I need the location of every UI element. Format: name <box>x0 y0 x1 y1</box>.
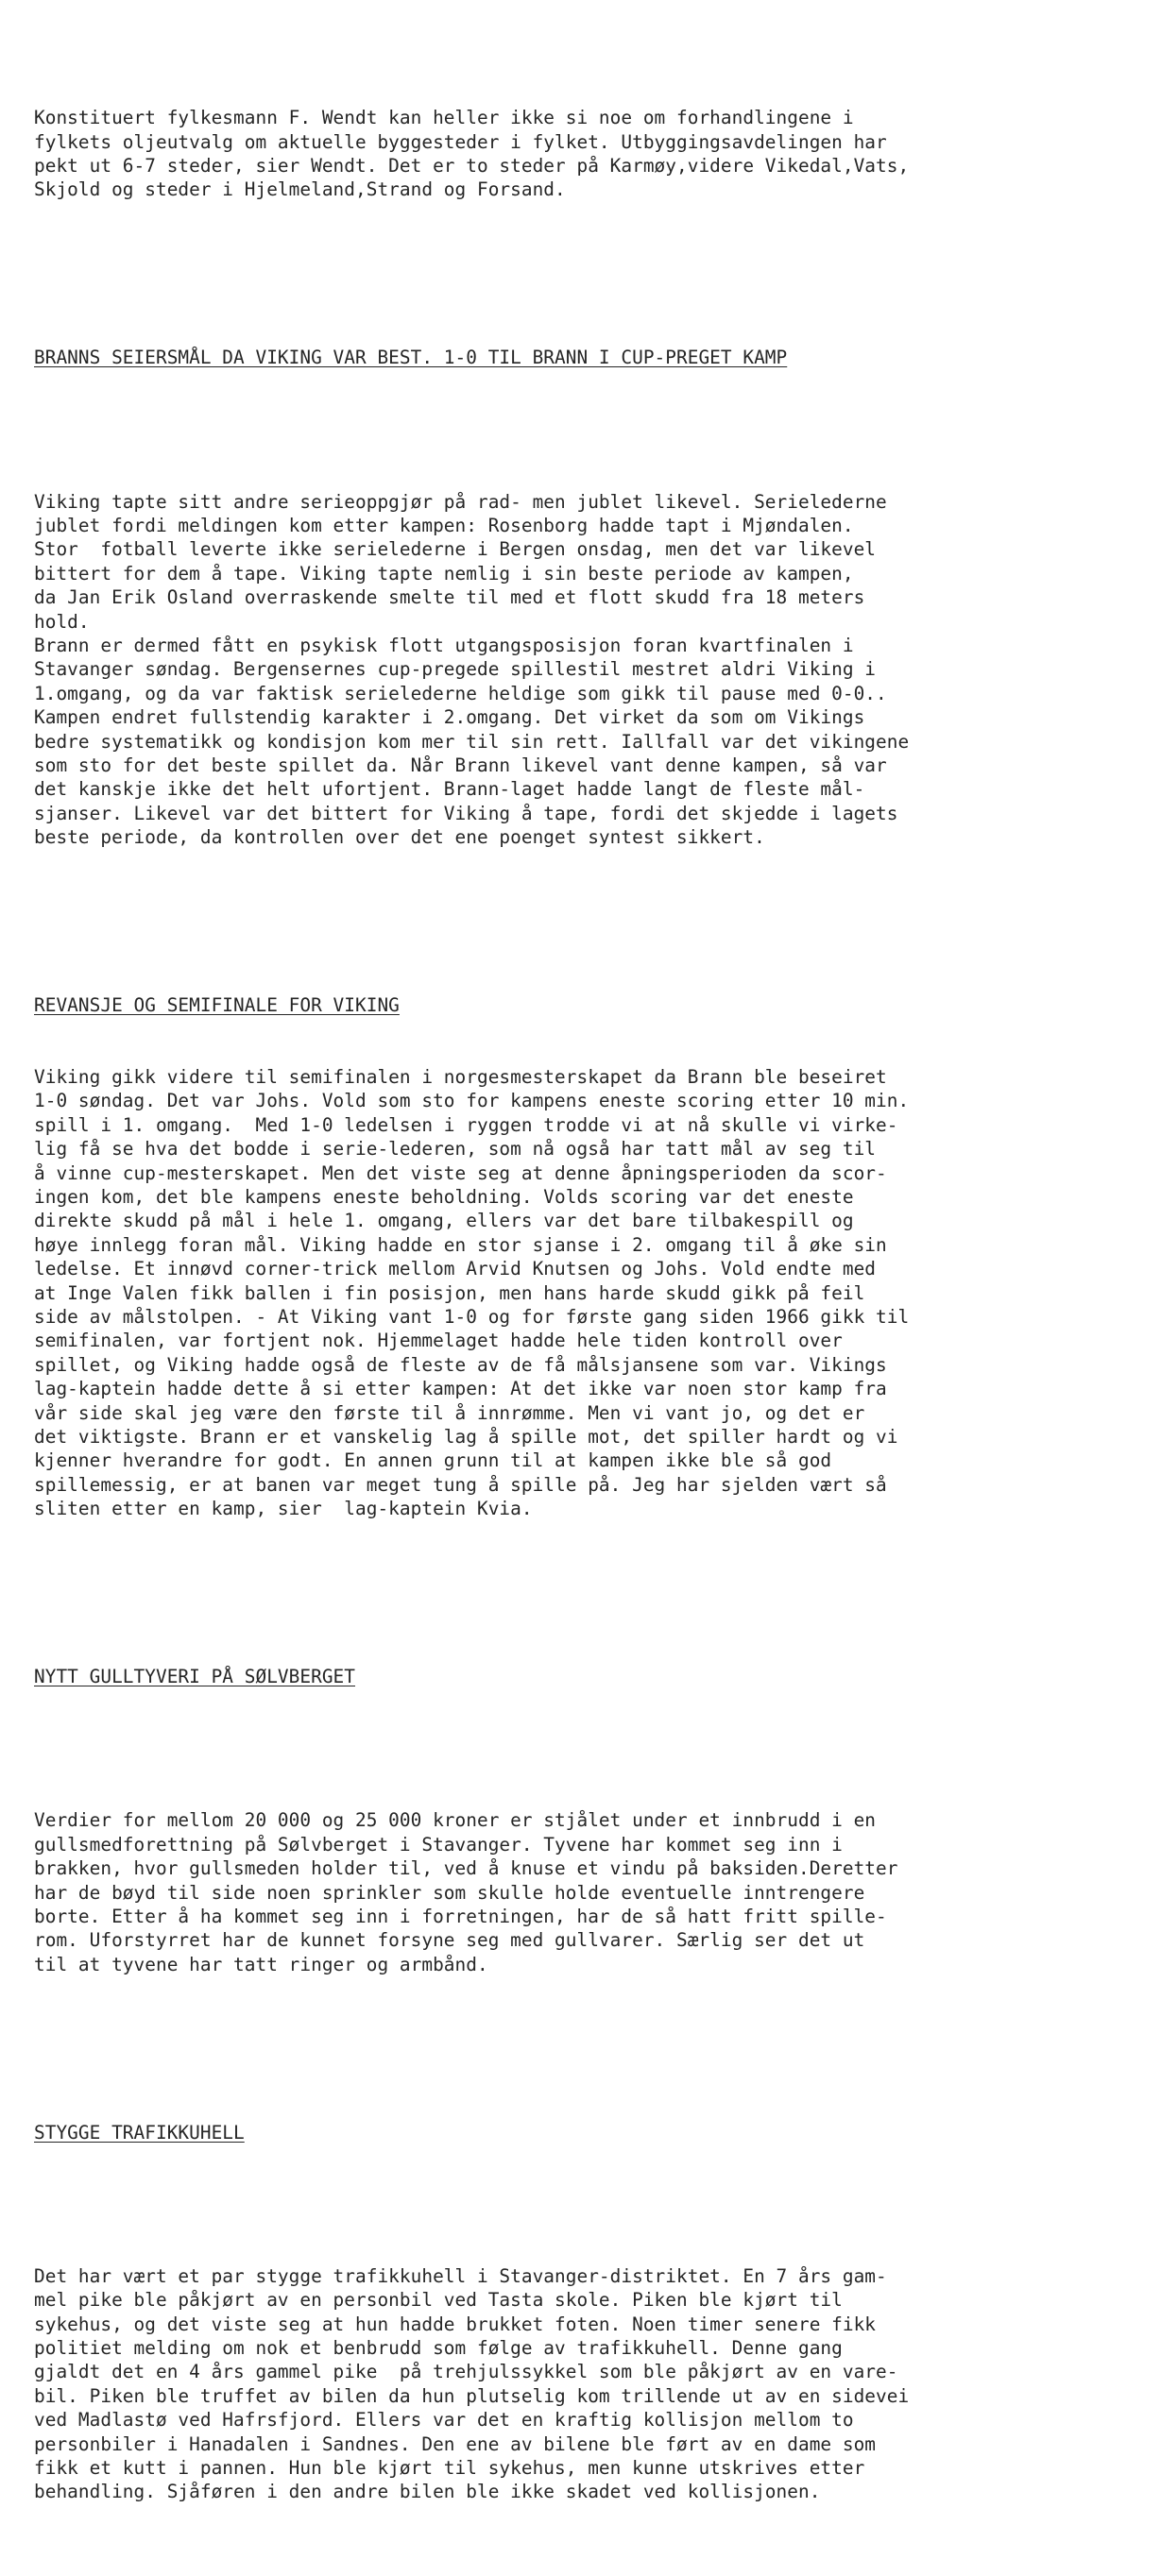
text-line: ingen kom, det ble kampens eneste beholdning. Volds scoring var det eneste <box>34 1186 854 1209</box>
text-line: Viking tapte sitt andre serieoppgjør på rad- men jublet likevel. Serielederne <box>34 490 887 513</box>
text-line: Brann er dermed fått en psykisk flott utgangsposisjon foran kvartfinalen i <box>34 634 854 656</box>
text-line: Stavanger søndag. Bergensernes cup-pregede spillestil mestret aldri Viking i <box>34 658 877 681</box>
text-line: ved Madlastø ved Hafrsfjord. Ellers var det en kraftig kollisjon mellom to <box>34 2409 854 2432</box>
spacer <box>34 1737 1158 1760</box>
text-line: Verdier for mellom 20 000 og 25 000 kroner er stjålet under et innbrudd i en <box>34 1809 877 1832</box>
text-line: 1-0 søndag. Det var Johs. Vold som sto for kampens eneste scoring etter 10 min. <box>34 1090 910 1112</box>
text-line: ledelse. Et innøvd corner-trick mellom Arvid Knutsen og Johs. Vold endte med <box>34 1258 877 1280</box>
text-line: sjanser. Likevel var det bittert for Viking å tape, fordi det skjedde i lagets <box>34 802 898 824</box>
text-line: side av målstolpen. - At Viking vant 1-0 og for første gang siden 1966 gikk til <box>34 1306 910 1328</box>
article-gulltyveri-body <box>34 1808 1158 1976</box>
text-line: gullsmedforettning på Sølvberget i Stavanger. Tyvene har kommet seg inn i <box>34 1833 843 1856</box>
article-revansje-body <box>34 1065 1158 1520</box>
article-intro <box>34 106 1158 202</box>
text-line: sliten etter en kamp, sier lag-kaptein Kvia. <box>34 1498 533 1520</box>
text-line: spillemessig, er at banen var meget tung å spille på. Jeg har sjelden vært så <box>34 1473 887 1496</box>
text-line: gjaldt det en 4 års gammel pike på trehjulssykkel som ble påkjørt av en vare- <box>34 2361 898 2383</box>
text-line: direkte skudd på mål i hele 1. omgang, ellers var det bare tilbakespill og <box>34 1210 854 1232</box>
text-line: til at tyvene har tatt ringer og armbånd. <box>34 1953 488 1975</box>
text-line: det viktigste. Brann er et vanskelig lag å spille mot, det spiller hardt og vi <box>34 1425 898 1448</box>
spacer <box>34 2193 1158 2216</box>
text-line: har de bøyd til side noen sprinkler som skulle holde eventuelle inntrengere <box>34 1881 865 1904</box>
article-trafikk-body <box>34 2264 1158 2504</box>
text-line: spill i 1. omgang. Med 1-0 ledelsen i ryggen trodde vi at nå skulle vi virke- <box>34 1113 898 1136</box>
text-line: at Inge Valen fikk ballen i fin posisjon, men hans harde skudd gikk på feil <box>34 1281 865 1304</box>
text-line: bil. Piken ble truffet av bilen da hun plutselig kom trillende ut av en sidevei <box>34 2384 910 2407</box>
text-line: mel pike ble påkjørt av en personbil ved Tasta skole. Piken ble kjørt til <box>34 2289 843 2312</box>
text-line: lig få se hva det bodde i serie-lederen, som nå også har tatt mål av seg til <box>34 1138 877 1161</box>
text-line: som sto for det beste spillet da. Når Brann likevel vant denne kampen, så var <box>34 754 887 776</box>
text-line: det kanskje ikke det helt ufortjent. Brann-laget hadde langt de fleste mål- <box>34 778 865 801</box>
headline-gulltyveri: NYTT GULLTYVERI PÅ SØLVBERGET <box>34 1665 355 1687</box>
text-line: bittert for dem å tape. Viking tapte nemlig i sin beste periode av kampen, <box>34 562 854 585</box>
text-line: brakken, hvor gullsmeden holder til, ved å knuse et vindu på baksiden.Deretter <box>34 1857 898 1880</box>
text-line: hold. <box>34 610 90 633</box>
text-line: bedre systematikk og kondisjon kom mer til sin rett. Iallfall var det vikingene <box>34 730 910 753</box>
text-line: politiet melding om nok et benbrudd som følge av trafikkuhell. Denne gang <box>34 2337 843 2360</box>
spacer <box>34 2048 1158 2072</box>
text-line: semifinalen, var fortjent nok. Hjemmelaget hadde hele tiden kontroll over <box>34 1330 843 1352</box>
text-line: beste periode, da kontrollen over det ene poenget syntest sikkert. <box>34 826 765 849</box>
text-line: Det har vært et par stygge trafikkuhell i Stavanger-distriktet. En 7 års gam- <box>34 2264 887 2287</box>
text-line: Konstituert fylkesmann F. Wendt kan heller ikke si noe om forhandlingene i <box>34 107 854 129</box>
text-line: da Jan Erik Osland overraskende smelte til med et flott skudd fra 18 meters <box>34 586 865 609</box>
text-line: Viking gikk videre til semifinalen i norgesmesterskapet da Brann ble beseiret <box>34 1066 887 1089</box>
text-line: vår side skal jeg være den første til å innrømme. Men vi vant jo, og det er <box>34 1401 865 1424</box>
text-line: sykehus, og det viste seg at hun hadde brukket foten. Noen timer senere fikk <box>34 2313 877 2335</box>
text-line: Kampen endret fullstendig karakter i 2.omgang. Det virket da som om Vikings <box>34 706 865 729</box>
text-line: høye innlegg foran mål. Viking hadde en stor sjanse i 2. omgang til å øke sin <box>34 1233 887 1256</box>
article-brann-body <box>34 490 1158 850</box>
headline-trafikk: STYGGE TRAFIKKUHELL <box>34 2121 245 2144</box>
headline-brann: BRANNS SEIERSMÅL DA VIKING VAR BEST. 1-0 TIL BRANN I CUP-PREGET KAMP <box>34 347 788 369</box>
text-line: fylkets oljeutvalg om aktuelle byggesteder i fylket. Utbyggingsavdelingen har <box>34 130 887 153</box>
text-line: behandling. Sjåføren i den andre bilen ble ikke skadet ved kollisjonen. <box>34 2481 821 2503</box>
spacer <box>34 274 1158 297</box>
text-line: Stor fotball leverte ikke serielederne i Bergen onsdag, men det var likevel <box>34 538 877 561</box>
text-line: Skjold og steder i Hjelmeland,Strand og Forsand. <box>34 178 566 201</box>
text-line: personbiler i Hanadalen i Sandnes. Den ene av bilene ble ført av en dame som <box>34 2432 877 2455</box>
text-line: kjenner hverandre for godt. En annen grunn til at kampen ikke ble så god <box>34 1449 832 1472</box>
text-line: pekt ut 6-7 steder, sier Wendt. Det er to steder på Karmøy,videre Vikedal,Vats, <box>34 155 910 177</box>
text-line: borte. Etter å ha kommet seg inn i forretningen, har de så hatt fritt spille- <box>34 1905 887 1927</box>
text-line: jublet fordi meldingen kom etter kampen: Rosenborg hadde tapt i Mjøndalen. <box>34 515 854 536</box>
text-line: 1.omgang, og da var faktisk serielederne heldige som gikk til pause med 0-0.. <box>34 682 887 704</box>
spacer <box>34 922 1158 945</box>
text-line: å vinne cup-mesterskapet. Men det viste seg at denne åpningsperioden da scor- <box>34 1161 887 1184</box>
headline-revansje: REVANSJE OG SEMIFINALE FOR VIKING <box>34 993 400 1016</box>
spacer <box>34 1593 1158 1617</box>
typewritten-text <box>34 34 1158 2576</box>
text-line: rom. Uforstyrret har de kunnet forsyne seg med gullvarer. Særlig ser det ut <box>34 1929 865 1952</box>
text-line: fikk et kutt i pannen. Hun ble kjørt til sykehus, men kunne utskrives etter <box>34 2457 865 2480</box>
text-line: lag-kaptein hadde dette å si etter kampen: At det ikke var noen stor kamp fra <box>34 1378 887 1400</box>
spacer <box>34 417 1158 441</box>
text-line: spillet, og Viking hadde også de fleste av de få målsjansene som var. Vikings <box>34 1353 887 1376</box>
